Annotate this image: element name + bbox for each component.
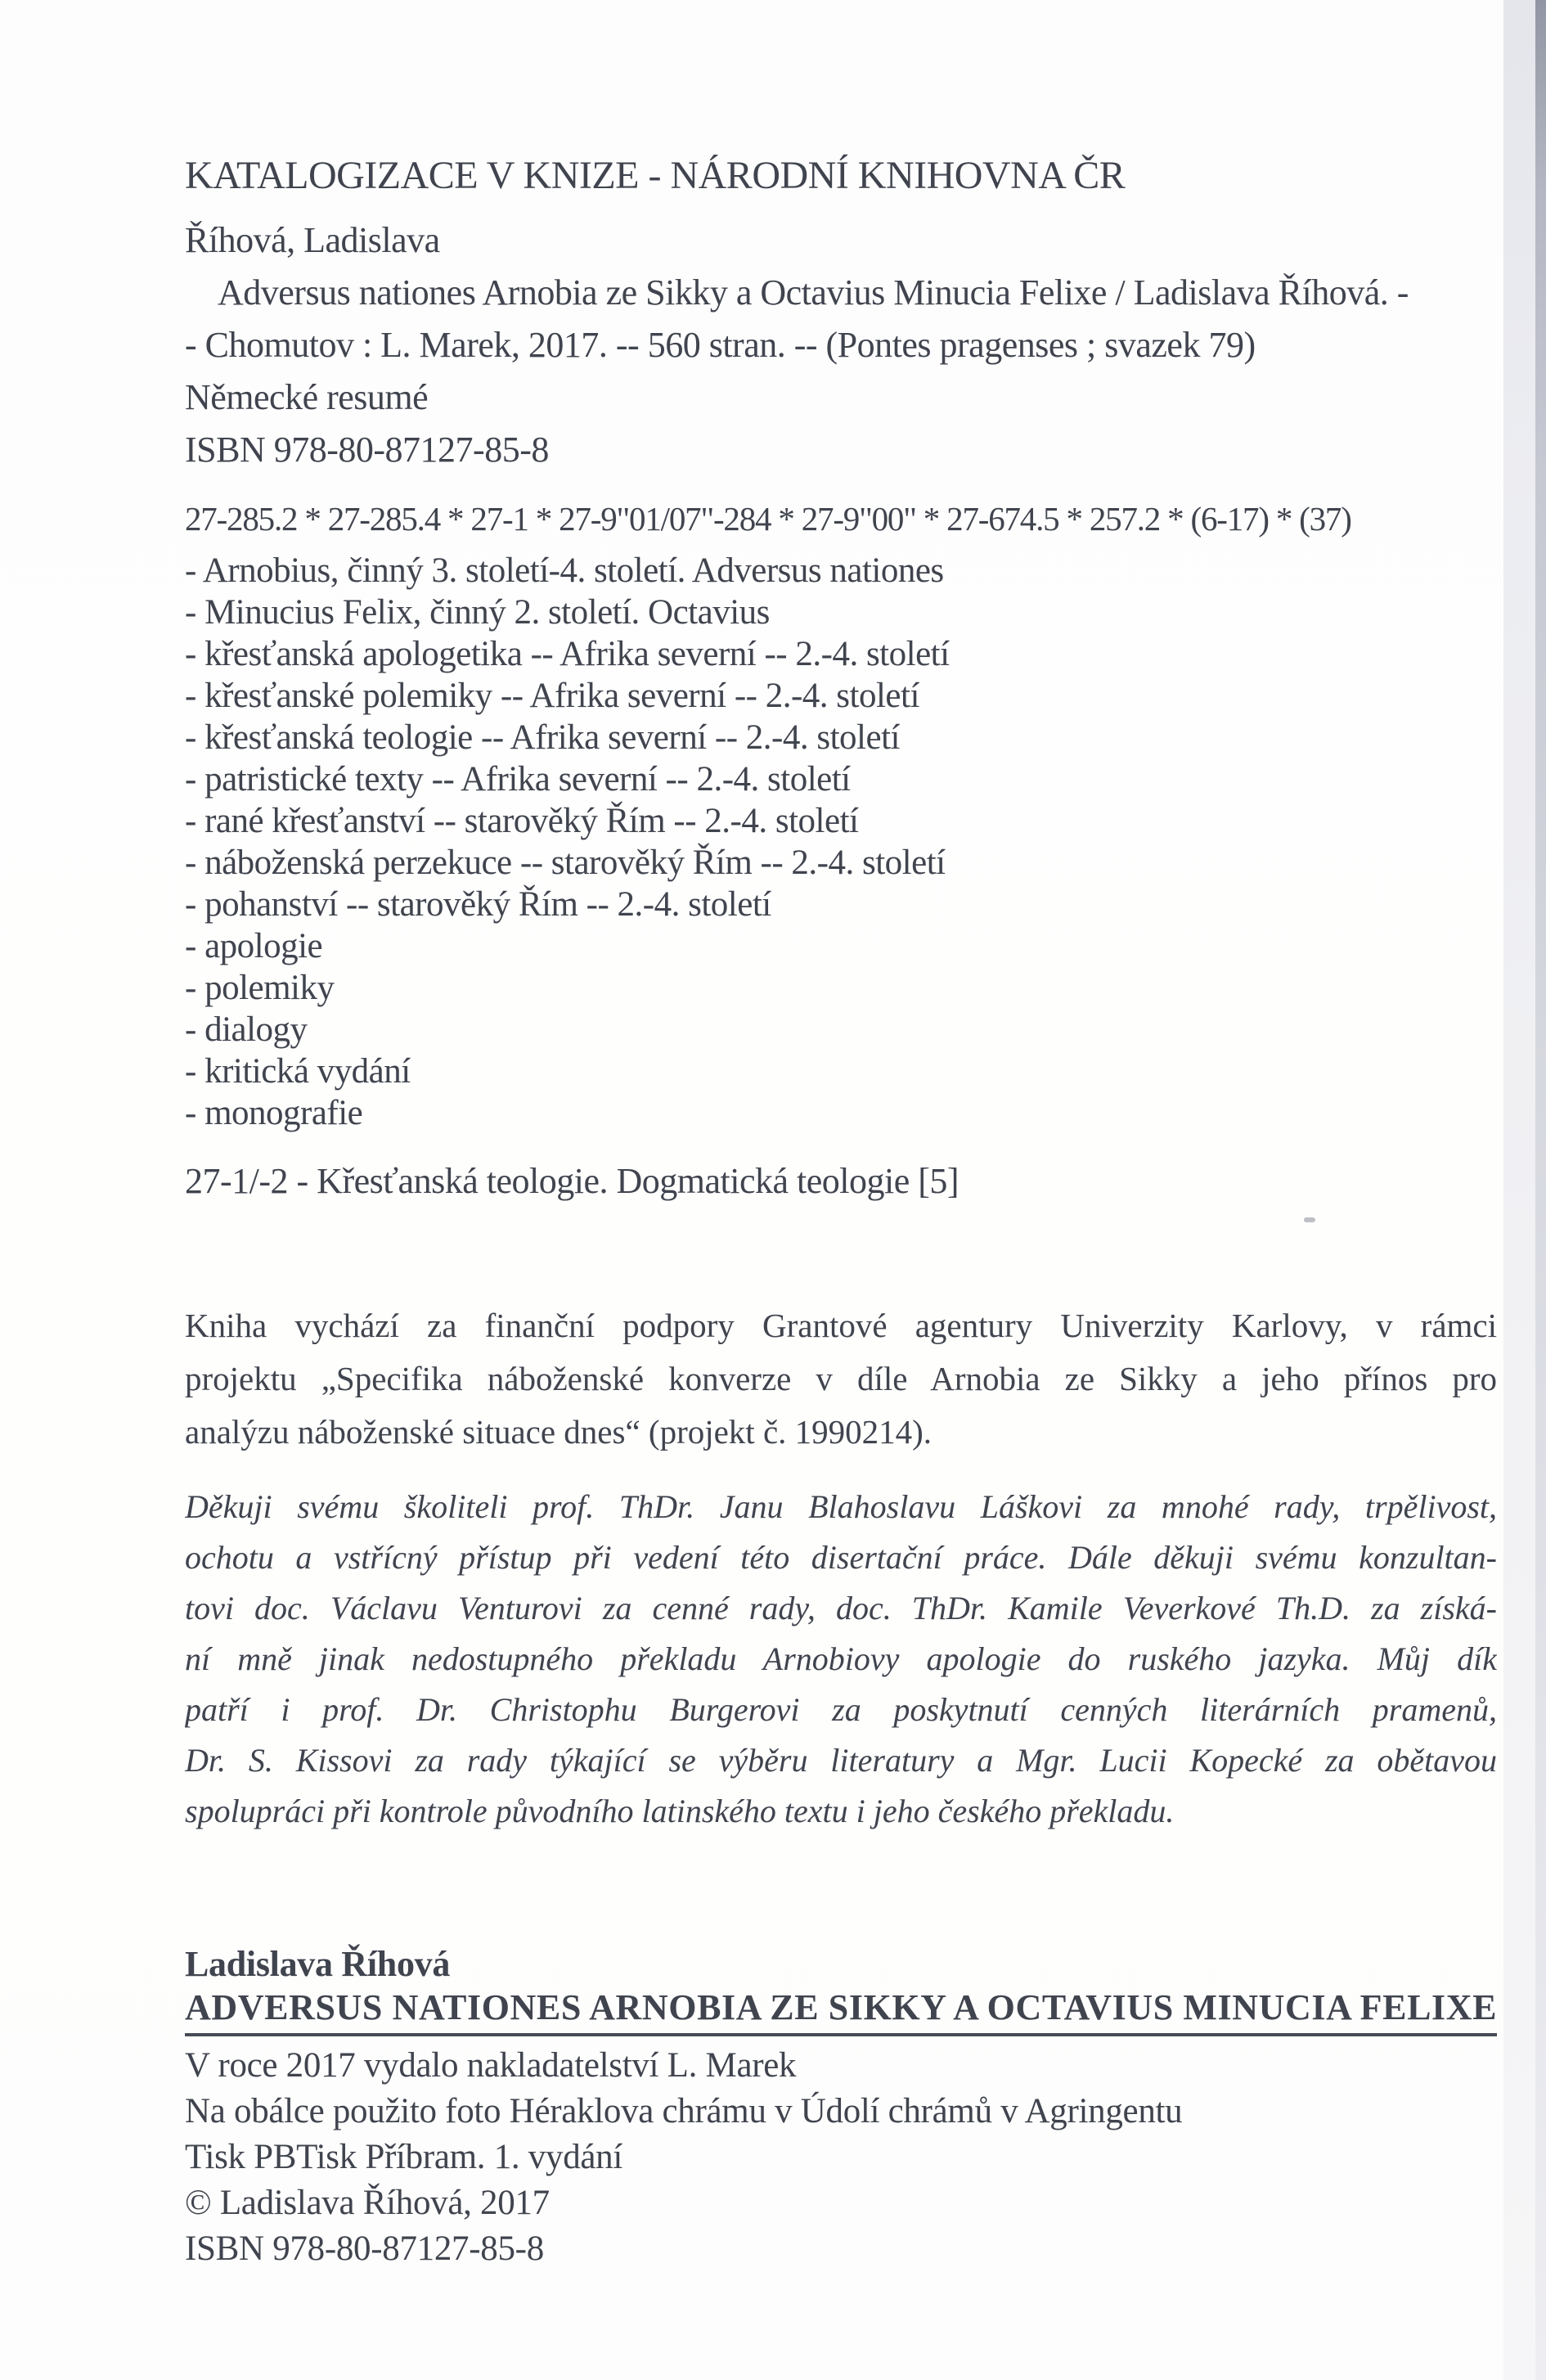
publication-line: - Chomutov : L. Marek, 2017. -- 560 stran. -- (Pontes pragenses ; svazek 79) [185, 325, 1256, 365]
colophon-title: ADVERSUS NATIONES ARNOBIA ZE SIKKY A OCTAVIUS MINUCIA FELIXE [185, 1987, 1497, 2036]
classification-line: 27-1/-2 - Křesťanská teologie. Dogmatická teologie [5] [185, 1161, 960, 1201]
copyright-line: © Ladislava Říhová, 2017 [185, 2184, 550, 2222]
author-entry: Říhová, Ladislava [185, 220, 440, 260]
subject-list-line-7: - rané křesťanství -- starověký Řím -- 2.-4. století [185, 802, 859, 840]
subject-list-line-11: - polemiky [185, 969, 335, 1007]
subject-list-line-4: - křesťanské polemiky -- Afrika severní -- 2.-4. století [185, 677, 919, 715]
subject-list-line-3: - křesťanská apologetika -- Afrika severní -- 2.-4. století [185, 635, 950, 673]
scan-speck-artifact [1304, 1217, 1315, 1222]
acknowledgement-paragraph-line-2: ochotu a vstřícný přístup při vedení této disertační práce. Dále děkuji svému konzultan- [185, 1539, 1497, 1576]
funding-paragraph-line-2: projektu „Specifika náboženské konverze v díle Arnobia ze Sikky a jeho přínos pro [185, 1360, 1497, 1397]
page-content [185, 152, 1497, 2272]
subject-list-line-2: - Minucius Felix, činný 2. století. Octavius [185, 593, 770, 632]
subject-list-line-14: - monografie [185, 1094, 363, 1132]
acknowledgement-paragraph-line-6: Dr. S. Kissovi za rady týkající se výběru literatury a Mgr. Lucii Kopecké za obětavou [185, 1742, 1497, 1779]
page-edge-shadow [1535, 0, 1546, 2380]
subject-list-line-8: - náboženská perzekuce -- starověký Řím -- 2.-4. století [185, 844, 946, 882]
subject-list-line-6: - patristické texty -- Afrika severní -- 2.-4. století [185, 760, 851, 799]
acknowledgement-paragraph-line-4: ní mně jinak nedostupného překladu Arnobiovy apologie do ruského jazyka. Můj dík [185, 1640, 1497, 1677]
cip-header: KATALOGIZACE V KNIZE - NÁRODNÍ KNIHOVNA ČR [185, 154, 1126, 197]
subject-list-line-1: - Arnobius, činný 3. století-4. století. Adversus nationes [185, 551, 944, 590]
funding-paragraph [185, 1299, 1497, 1459]
acknowledgement-paragraph-line-1: Děkuji svému školiteli prof. ThDr. Janu Blahoslavu Láškovi za mnohé rady, trpělivost, [185, 1488, 1497, 1525]
funding-paragraph-line-3: analýzu náboženské situace dnes“ (projekt č. 1990214). [185, 1413, 933, 1451]
note-line: Německé resumé [185, 377, 429, 417]
subject-list-line-13: - kritická vydání [185, 1052, 411, 1091]
acknowledgement-paragraph-line-7: spolupráci při kontrole původního latinského textu i jeho českého překladu. [185, 1793, 1175, 1829]
cover-note-line: Na obálce použito foto Héraklova chrámu v Údolí chrámů v Agringentu [185, 2092, 1183, 2130]
title-statement: Adversus nationes Arnobia ze Sikky a Octavius Minucia Felixe / Ladislava Říhová. - [218, 272, 1409, 313]
colophon-isbn: ISBN 978-80-87127-85-8 [185, 2229, 544, 2268]
acknowledgement-paragraph-line-5: patří i prof. Dr. Christophu Burgerovi za poskytnutí cenných literárních pramenů, [185, 1691, 1497, 1728]
acknowledgement-paragraph-line-3: tovi doc. Václavu Venturovi za cenné rady, doc. ThDr. Kamile Veverkové Th.D. za získá- [185, 1590, 1497, 1626]
acknowledgement-paragraph [185, 1482, 1497, 1837]
subject-list-line-5: - křesťanská teologie -- Afrika severní -- 2.-4. století [185, 718, 900, 757]
subject-list-line-12: - dialogy [185, 1010, 308, 1049]
page-edge-shadow-soft [1503, 0, 1536, 2380]
colophon-author: Ladislava Říhová [185, 1944, 451, 1984]
udc-line: 27-285.2 * 27-285.4 * 27-1 * 27-9"01/07"-284 * 27-9"00" * 27-674.5 * 257.2 * (6-17) * (37) [185, 500, 1351, 538]
funding-paragraph-line-1: Kniha vychází za finanční podpory Grantové agentury Univerzity Karlovy, v rámci [185, 1307, 1497, 1344]
subject-list-line-10: - apologie [185, 927, 323, 965]
subject-list-line-9: - pohanství -- starověký Řím -- 2.-4. století [185, 885, 771, 924]
colophon [185, 1941, 1497, 2272]
print-line: Tisk PBTisk Příbram. 1. vydání [185, 2138, 623, 2176]
cip-record [185, 152, 1497, 1203]
isbn-line: ISBN 978-80-87127-85-8 [185, 430, 549, 470]
subject-list [185, 550, 1497, 1134]
publisher-line: V roce 2017 vydalo nakladatelství L. Marek [185, 2046, 797, 2085]
